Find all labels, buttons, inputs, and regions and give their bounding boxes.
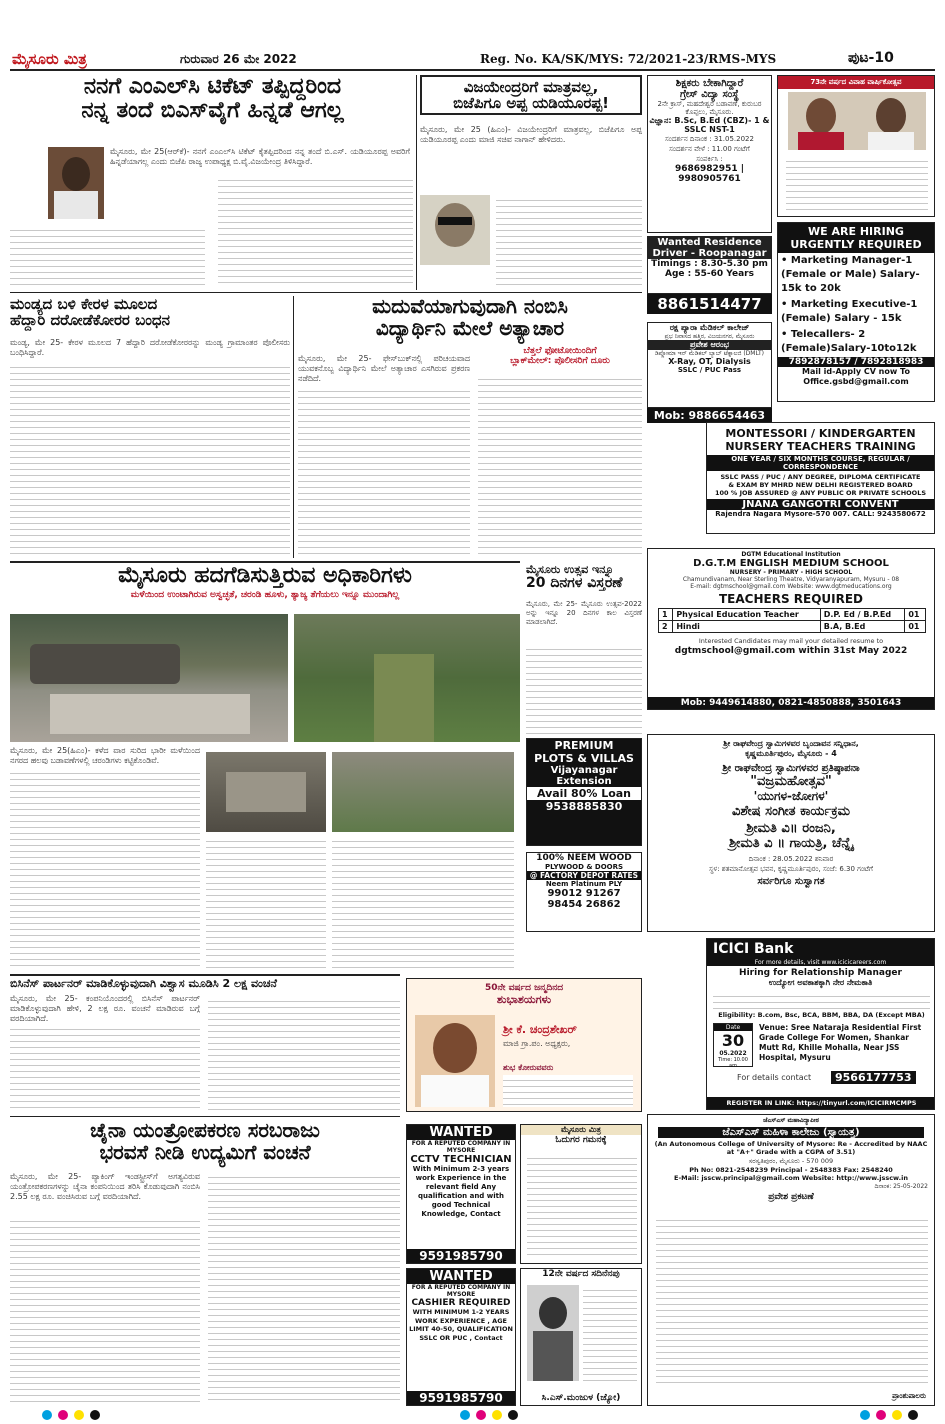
- table-row: [659, 621, 926, 633]
- ad-title: ಓದುಗರ ಗಮನಕ್ಕೆ: [555, 1135, 607, 1145]
- ad-email: E-Mail: jsscw.principal@gmail.com Website: http://www.jsscw.in: [674, 1174, 908, 1182]
- subheadline-line-2: ಬ್ಲಾಕ್‌ಮೇಲ್: ಪೊಲೀಸರಿಗೆ ದೂರು: [510, 356, 610, 366]
- ad-line: ಸಂದರ್ಶನ ವೇಳೆ : 11.00 ಗಂಟೆಗೆ: [669, 145, 750, 153]
- headline: ಬಿಸಿನೆಸ್ ಪಾರ್ಟನರ್ ಮಾಡಿಕೊಳ್ಳುವುದಾಗಿ ವಿಶ್ವಾಸ ಮೂಡಿಸಿ 2 ಲಕ್ಷ ವಂಚನೆ: [10, 977, 277, 990]
- headline-line-2: ವಿದ್ಯಾರ್ಥಿನಿ ಮೇಲೆ ಅತ್ಯಾಚಾರ: [375, 315, 565, 340]
- ad-time: Time: 10.00 am: [718, 1057, 748, 1069]
- column-rule: [293, 296, 294, 558]
- body-text-block: [206, 836, 326, 968]
- story-body: ಮೈಸೂರು, ಮೇ 25 (ಹಿಎಂ)- ವಿಜಯೇಂದ್ರರಿಗೆ ಮಾತ್ರವಲ್ಲ, ಬಿಜೆಪಿಗೂ ಅಪ್ಪ ಯಡಿಯೂರಪ್ಪ ಎಂದು ಮಾಜಿ ಸಚಿವ ನಾಗಾನ್ ಹೇಳಿದರು.: [420, 125, 642, 144]
- headline-line-2: 20 ದಿನಗಳ ವಿಸ್ತರಣೆ: [526, 574, 623, 591]
- story-drainage: [10, 564, 520, 972]
- ad-line: ಶ್ರೀ ರಾಘವೇಂದ್ರ ಸ್ವಾಮಿಗಳವರ ಬೃಂದಾವನ ಸನ್ನಿಧಾನ,: [723, 739, 859, 748]
- ad-title: ವಿಶೇಷ ಸಂಗೀತ ಕಾರ್ಯಕ್ರಮ: [732, 804, 850, 819]
- teachers-table: [658, 608, 926, 633]
- ad-phone: 7892878157 / 7892818983: [778, 357, 934, 367]
- story-business-fraud: [10, 978, 400, 1114]
- ad-name: ಶ್ರೀ ಕೆ. ಚಂದ್ರಶೇಖರ್: [503, 1023, 577, 1036]
- ad-note: Interested Candidates may mail your detailed resume to: [698, 637, 884, 645]
- ad-memorial: [520, 1268, 642, 1406]
- body-text-block: [208, 996, 400, 1110]
- drain-photo-3: [206, 752, 326, 832]
- ad-phone: 9566177753: [831, 1071, 916, 1084]
- ad-logo: ICICI Bank: [707, 939, 934, 959]
- story-mysore-utsav: [526, 564, 642, 734]
- ad-title: PLOTS & VILLAS: [534, 752, 634, 765]
- ad-line: ಮಾಜಿ ಗ್ರಾ.ಪಂ. ಅಧ್ಯಕ್ಷರು,: [503, 1039, 571, 1048]
- ad-notice-title: ಪ್ರವೇಶ ಪ್ರಕಟಣೆ: [768, 1192, 814, 1202]
- ad-hiring: [777, 222, 935, 402]
- ad-title: ಶುಭಾಶಯಗಳು: [496, 993, 552, 1006]
- story-body: ಮೈಸೂರು, ಮೇ 25- ಮೈಸೂರು ಉತ್ಸವ-2022 ಅನ್ನು ಇನ್ನೂ 20 ದಿನಗಳ ಕಾಲ ವಿಸ್ತರಣೆ ಮಾಡಲಾಗಿದೆ.: [526, 600, 642, 626]
- ad-dmlt-mobile: Mob: 9886654463: [647, 408, 772, 423]
- ad-line: FOR A REPUTED COMPANY IN MYSORE: [411, 1284, 511, 1298]
- ad-line: & EXAM BY MHRD NEW DELHI REGISTERED BOARD: [728, 481, 913, 489]
- ad-line: For details contact: [737, 1073, 812, 1082]
- ad-title: ಶಿಕ್ಷಕರು ಬೇಕಾಗಿದ್ದಾರೆ: [675, 78, 744, 89]
- couple-photo: [788, 92, 926, 150]
- body-text-block: [298, 386, 470, 554]
- ad-email: Mail id-Apply CV now To Office.gsbd@gmail.com: [802, 367, 910, 386]
- story-highway-robbers: [10, 296, 290, 558]
- table-cell: Hindi: [673, 621, 820, 633]
- story-student-assault: [298, 296, 642, 558]
- ad-strip: ONE YEAR / SIX MONTHS COURSE, REGULAR / CORRESPONDENCE: [707, 455, 934, 471]
- body-text-block: [10, 362, 290, 554]
- ad-line: ಪ್ರವೇಶ ಆರಂಭ: [648, 340, 771, 350]
- ad-phone: 9538885830: [545, 800, 623, 813]
- ad-title: WANTED: [407, 1269, 515, 1284]
- ad-premium-plots: [526, 738, 642, 846]
- story-body: ಮೈಸೂರು, ಮೇ 25- ಫೇಸ್‌ಬುಕ್‌ನಲ್ಲಿ ಪರಿಚಯವಾದ ಯುವಕನೊಬ್ಬ ವಿದ್ಯಾರ್ಥಿನಿ ಮೇಲೆ ಅತ್ಯಾಚಾರ ಎಸಗಿರುವ ಪ್ರಕರಣ ನಡೆದಿದೆ.: [298, 354, 470, 383]
- section-rule: [10, 1116, 400, 1117]
- ad-line: ಜೆಎಸ್‌ಎಸ್ ಮಹಾವಿದ್ಯಾಪೀಠ: [763, 1117, 819, 1124]
- headline: [10, 296, 290, 328]
- ad-date: 30: [721, 1031, 745, 1050]
- ad-line: ಶುಭ ಕೋರುವವರು: [503, 1063, 554, 1072]
- table-cell: 01: [905, 609, 926, 621]
- ad-title: Hiring for Relationship Manager: [739, 968, 902, 978]
- ad-jss-college: [647, 1114, 935, 1406]
- ad-anniversary: [777, 75, 935, 217]
- ad-accreditation: (An Autonomous College of University of Mysore: Re - Accredited by NAAC at "A+" Grade with a CGPA of 3.51): [654, 1140, 928, 1156]
- headline-line-1: ನನಗೆ ಎಂಎಲ್‌ಸಿ ಟಿಕೆಟ್ ತಪ್ಪಿದ್ದರಿಂದ: [83, 74, 342, 99]
- ad-title: ರಕ್ಷ ಪ್ಯಾರಾ ಮೆಡಿಕಲ್ ಕಾಲೇಜ್: [669, 323, 750, 332]
- table-cell: Physical Education Teacher: [673, 609, 820, 621]
- story-body: ಮೈಸೂರು, ಮೇ 25(ಹಿಎಂ)- ಕಳೆದ ವಾರ ಸುರಿದ ಭಾರೀ ಮಳೆಯಿಂದ ನಗರದ ಹಲವು ಬಡಾವಣೆಗಳಲ್ಲಿ ಚರಂಡಿಗಳು ಕಟ್ಟಿಕೊಂಡಿವೆ.: [10, 746, 200, 765]
- issue-date: ಗುರುವಾರ 26 ಮೇ 2022: [180, 52, 297, 66]
- headline-line-1: ಚೈನಾ ಯಂತ್ರೋಪಕರಣ ಸರಬರಾಜು: [90, 1118, 320, 1142]
- ad-text-block: [786, 156, 928, 212]
- print-color-marks: [0, 1408, 945, 1422]
- masthead-rule: [10, 69, 935, 71]
- ad-performer: ಶ್ರೀಮತಿ ವಿ ॥ ಗಾಯತ್ರಿ, ಚೆನ್ನೈ: [728, 836, 854, 851]
- story-yeddyurappa: [420, 75, 642, 290]
- headline-line-2: ಭರವಸೆ ನೀಡಿ ಉದ್ಯಮಿಗೆ ವಂಚನೆ: [99, 1139, 311, 1164]
- ad-title: CASHIER REQUIRED: [411, 1298, 511, 1308]
- table-cell: 1: [659, 609, 673, 621]
- ad-title: MONTESSORI / KINDERGARTEN: [725, 427, 916, 440]
- politician-photo: [420, 195, 490, 265]
- story-body: ಮೈಸೂರು, ಮೇ 25- ಪ್ಯಾಕಿಂಗ್ ಇಂಡಸ್ಟ್ರೀಸ್‌ಗೆ ಅಗತ್ಯವಿರುವ ಯಂತ್ರೋಪಕರಣಗಳನ್ನು ಚೈನಾ ಕಂಪನಿಯಿಂದ ತರಿಸಿ ಕೊಡುವುದಾಗಿ ನಂಬಿಸಿ 2.55 ಲಕ್ಷ ರೂ. ವಂಚಿಸಿರುವ ಬಗ್ಗೆ ವರದಿಯಾಗಿದೆ.: [10, 1172, 200, 1201]
- headline-line-1: ಮಂಡ್ಯದ ಬಳಿ ಕೇರಳ ಮೂಲದ: [10, 295, 158, 313]
- headline-line-2: ಹೆದ್ದಾರಿ ದರೋಡೆಕೋರರ ಬಂಧನ: [10, 311, 170, 330]
- table-cell: B.A, B.Ed: [820, 621, 905, 633]
- ad-readers-notice: [520, 1124, 642, 1264]
- ad-performer: ಶ್ರೀಮತಿ ವಿ॥ ರಂಜನಿ,: [746, 821, 836, 836]
- body-text-block: [526, 644, 642, 734]
- ad-address: Chamundivanam, Near Sterling Theatre, Vidyaranyapuram, Mysuru - 08: [682, 576, 900, 583]
- section-rule: [10, 974, 400, 976]
- table-cell: D.P. Ed / B.P.Ed: [820, 609, 905, 621]
- ad-title: D.G.T.M ENGLISH MEDIUM SCHOOL: [693, 558, 889, 569]
- headline: [298, 296, 642, 339]
- ad-dgtm-school: [647, 548, 935, 710]
- headline: [10, 1120, 400, 1163]
- ad-title: 'ಯುಗಳ-ಜೋಗಳ': [753, 789, 829, 803]
- ad-eligibility: Eligibility: B.com, Bsc, BCA, BBM, BBA, DA (Except MBA): [718, 1011, 925, 1019]
- registration-number: Reg. No. KA/SK/MYS: 72/2021-23/RMS-MYS: [480, 52, 777, 66]
- ad-text-block: [503, 1075, 633, 1107]
- subheadline: [478, 346, 642, 366]
- ad-name: JNANA GANGOTRI CONVENT: [707, 499, 934, 510]
- ad-raghavendra-event: [647, 734, 935, 932]
- headline-line-2: ಬಿಜೆಪಿಗೂ ಅಪ್ಪ ಯಡಿಯೂರಪ್ಪ!: [453, 94, 609, 113]
- ad-title: WANTED: [407, 1125, 515, 1140]
- ad-item: • Marketing Manager-1 (Female or Male) Salary-15k to 20k: [781, 255, 920, 294]
- ad-phone: 98454 26862: [547, 899, 621, 910]
- ad-line: ಡಿಪ್ಲೋಮಾ ಇನ್ ಮೆಡಿಕಲ್ ಲ್ಯಾಬ್ ಟೆಕ್ನಾಲಜಿ (DMLT): [655, 350, 764, 357]
- ad-phone: 9591985790: [407, 1249, 515, 1263]
- memorial-photo: [527, 1285, 579, 1381]
- ad-institution: DGTM Educational Institution: [741, 551, 841, 558]
- ad-title: "ವಜ್ರಮಹೋತ್ಸವ": [750, 774, 832, 789]
- ad-line: 2ನೇ ಕ್ರಾಸ್, ಮಹದೇಶ್ವರ ಬಡಾವಣೆ, ಕುರುಬರ ಕೊಪ್ಪಲು, ಮೈಸೂರು.: [657, 100, 762, 116]
- ad-neem-wood: [526, 852, 642, 932]
- body-text-block: [208, 1172, 400, 1404]
- ad-line: ಪ್ರಭ ನಿವಾಸದ ಹತ್ತಿರ, ವಿಜಯನಗರ, ಮೈಸೂರು: [664, 333, 755, 340]
- ad-line: PLYWOOD & DOORS: [544, 863, 624, 871]
- ad-requirement: TEACHERS REQUIRED: [718, 592, 864, 606]
- ad-signature: ಪ್ರಾಂಶುಪಾಲರು: [892, 1392, 926, 1400]
- story-body: ಮಂಡ್ಯ, ಮೇ 25- ಕೇರಳ ಮೂಲದ 7 ಹೆದ್ದಾರಿ ದರೋಡೆಕೋರರನ್ನು ಮಂಡ್ಯ ಗ್ರಾಮಾಂತರ ಪೊಲೀಸರು ಬಂಧಿಸಿದ್ದಾರೆ.: [10, 338, 290, 357]
- ad-title: 12ನೇ ವರ್ಷದ ಸದಿನೆನಪು: [542, 1269, 620, 1279]
- ad-line: 100 % JOB ASSURED @ ANY PUBLIC OR PRIVATE SCHOOLS: [714, 489, 927, 497]
- ad-title: NURSERY TEACHERS TRAINING: [725, 440, 916, 453]
- ad-email: E-mail: dgtmschool@gmail.com Website: www.dgtmeducations.org: [690, 583, 892, 590]
- table-row: [659, 609, 926, 621]
- ad-address: Rajendra Nagara Mysore-570 007. CALL: 9243580672: [715, 510, 926, 518]
- ad-line: ಶ್ರೀ ರಾಘವೇಂದ್ರ ಸ್ವಾಮಿಗಳವರ ಪ್ರತಿಷ್ಠಾಪನಾ: [722, 763, 860, 774]
- ad-driver-phone: 8861514477: [647, 294, 772, 314]
- story-mlc-ticket: [10, 75, 415, 290]
- ad-cctv-technician: [406, 1124, 516, 1264]
- ad-title: ಮೈಸೂರು ಮಿತ್ರ: [521, 1125, 641, 1135]
- ad-line: Timings : 8.30-5.30 pm: [651, 259, 768, 269]
- ad-line: Avail 80% Loan: [527, 787, 641, 800]
- ad-register-link[interactable]: REGISTER IN LINK: https://tinyurl.com/ICICIRMCMPS: [707, 1097, 935, 1109]
- story-body: ಮೈಸೂರು, ಮೇ 25(ಆರ್‌ಕೆ)- ನನಗೆ ಎಂಎಲ್‌ಸಿ ಟಿಕೆಟ್ ಕೈತಪ್ಪಿದರಿಂದ ನನ್ನ ತಂದೆ ಬಿ.ಎಸ್. ಯಡಿಯೂರಪ್ಪ ಅವರಿಗೆ ಹಿನ್ನಡೆಯಾಗಲ್ಲ ಎಂದು ಬಿಜೆಪಿ ರಾಜ್ಯ ಉಪಾಧ್ಯಕ್ಷ ಬಿ.ವೈ.ವಿಜಯೇಂದ್ರ ತಿಳಿಸಿದ್ದಾರೆ.: [110, 147, 410, 166]
- ad-address: ಸರಸ್ವತಿಪುರಂ, ಮೈಸೂರು - 570 009: [748, 1157, 834, 1165]
- subheadline-line-1: ಬೆತ್ತಲೆ ಫೋಟೋಯಿಂದಿಗೆ: [523, 346, 597, 356]
- headline-line-1: ಮದುವೆಯಾಗುವುದಾಗಿ ನಂಬಿಸಿ: [372, 294, 568, 318]
- ad-date: ದಿನಾಂಕ: 25-05-2022: [874, 1183, 928, 1190]
- ad-line: FOR A REPUTED COMPANY IN MYSORE: [411, 1140, 511, 1154]
- ad-birthday: [406, 978, 642, 1112]
- headline: [420, 75, 642, 115]
- ad-note: dgtmschool@gmail.com within 31st May 2022: [674, 646, 908, 656]
- ad-line: ಸಂದರ್ಶನ ದಿನಾಂಕ : 31.05.2022: [665, 135, 754, 143]
- ad-line: ಕೃಷ್ಣಮೂರ್ತಿಪುರಂ, ಮೈಸೂರು - 4: [745, 749, 837, 758]
- column-rule: [416, 75, 417, 290]
- headline-line-2: ನನ್ನ ತಂದೆ ಬಿಎಸ್‌ವೈಗೆ ಹಿನ್ನಡೆ ಆಗಲ್ಲ: [81, 97, 344, 123]
- ad-line: NURSERY - PRIMARY - HIGH SCHOOL: [729, 569, 853, 576]
- ad-dmlt: [647, 322, 772, 408]
- body-text-block: [478, 374, 642, 554]
- headline: [10, 75, 415, 123]
- story-body: ಮೈಸೂರು, ಮೇ 25- ಕಂಪನಿಯೊಂದರಲ್ಲಿ ಬಿಸಿನೆಸ್ ಪಾರ್ಟನರ್ ಮಾಡಿಕೊಳ್ಳುವುದಾಗಿ ಹೇಳಿ, 2 ಲಕ್ಷ ರೂ. ವಂಚನೆ ಮಾಡಿರುವ ಬಗ್ಗೆ ವರದಿಯಾಗಿದೆ.: [10, 994, 200, 1023]
- drain-photo-2: [294, 614, 520, 742]
- newspaper-logo: ಮೈಸೂರು ಮಿತ್ರ: [12, 50, 87, 68]
- body-text-block: [10, 768, 200, 968]
- drain-photo-1: [10, 614, 288, 742]
- ad-title: CCTV TECHNICIAN: [410, 1154, 512, 1165]
- ad-montessori: [706, 422, 935, 534]
- ad-school: ಗ್ರೇಸ್ ವಿದ್ಯಾ ಸಂಸ್ಥೆ: [680, 89, 739, 100]
- ad-venue: Venue: Sree Nataraja Residential First Grade College For Women, Shankar Mutt Rd, Khille Mohalla, Near JSS Hospital, Mysuru: [759, 1023, 922, 1062]
- ad-date-box: [713, 1023, 753, 1067]
- body-text-block: [218, 175, 413, 287]
- ad-title: 50ನೇ ವರ್ಷದ ಜನ್ಮದಿನದ: [484, 983, 564, 993]
- ad-line: @ FACTORY DEPOT RATES: [527, 871, 641, 880]
- story-china-machinery: [10, 1120, 400, 1406]
- ad-title: URGENTLY REQUIRED: [778, 238, 934, 253]
- ad-mobile: Mob: 9449614880, 0821-4850888, 3501643: [648, 697, 934, 709]
- ad-title: Wanted Residence: [648, 237, 771, 248]
- headline-line-1: ವಿಜಯೇಂದ್ರರಿಗೆ ಮಾತ್ರವಲ್ಲ,: [463, 78, 599, 96]
- drain-photo-4: [332, 752, 514, 832]
- ad-date: ದಿನಾಂಕ : 28.05.2022 ಶನಿವಾರ: [748, 855, 834, 863]
- ad-line: Vijayanagar: [550, 765, 618, 776]
- body-text-block: [496, 195, 642, 287]
- ad-line: For more details, visit www.icicicareers.com: [707, 959, 934, 966]
- ad-name: ಸಿ.ಎಸ್.ಮಂಜುಳ (ಜ್ಯೋ): [541, 1393, 621, 1403]
- ad-line: Extension: [556, 776, 612, 787]
- ad-text-block: [713, 991, 930, 1009]
- ad-cashier: [406, 1268, 516, 1406]
- ad-line: ಸರ್ವರಿಗೂ ಸುಸ್ವಾಗತ: [757, 876, 825, 887]
- ad-teachers-wanted: [647, 75, 772, 233]
- ad-phone: Ph No: 0821-2548239 Principal - 2548383 Fax: 2548240: [689, 1166, 893, 1174]
- ad-phone: 99012 91267: [547, 888, 621, 899]
- ad-title: 73ನೇ ವರ್ಷದ ವಿವಾಹ ವಾರ್ಷಿಕೋತ್ಸವ: [778, 76, 934, 89]
- ad-line: Age : 55-60 Years: [665, 269, 754, 279]
- ad-line: SSLC PASS / PUC / ANY DEGREE, DIPLOMA CERTIFICATE: [720, 473, 921, 481]
- ad-title: Driver - Roopanagar: [648, 248, 771, 259]
- table-cell: 01: [905, 621, 926, 633]
- ad-phone: 9591985790: [407, 1391, 515, 1405]
- page-number: ಪುಟ-10: [848, 50, 894, 66]
- ad-description: WITH MINIMUM 1-2 YEARS WORK EXPERIENCE , AGE LIMIT 40-50, QUALIFICATION SSLC OR PUC , Contact: [409, 1308, 513, 1342]
- body-text-block: [10, 1216, 200, 1404]
- ad-description: With Minimum 2-3 years work Experience in the relevant field Any qualification and with good Technical Knowledge, Contact: [412, 1165, 510, 1218]
- ad-month: 05.2022: [719, 1050, 747, 1057]
- ad-line: ಸಂಪರ್ಕಿಸಿ :: [696, 155, 723, 163]
- body-text-block: [332, 836, 514, 968]
- subheadline: ಮಳೆಯಿಂದ ಉಂಟಾಗಿರುವ ಅಸ್ವಚ್ಛತೆ, ಚರಂಡಿ ಹೂಳು, ತ್ಯಾಜ್ಯ ತೆಗೆಯಲು ಇನ್ನೂ ಮುಂದಾಗಿಲ್ಲ: [130, 589, 400, 600]
- ad-phone: 9686982951 | 9980905761: [674, 164, 745, 184]
- ad-title: PREMIUM: [554, 739, 614, 752]
- headline: [526, 564, 642, 591]
- headline: ಮೈಸೂರು ಹದಗೆಡಿಸುತ್ತಿರುವ ಅಧಿಕಾರಿಗಳು: [118, 563, 412, 588]
- ad-text-block: [583, 1285, 637, 1381]
- ad-line: SSLC / PUC Pass: [677, 366, 742, 374]
- ad-title: 100% NEEM WOOD: [536, 853, 632, 863]
- ad-line: ಉದ್ಯೋಗ ಅವಕಾಶಕ್ಕಾಗಿ ನೇರ ನೇಮಕಾತಿ: [768, 978, 873, 987]
- body-text-block: [10, 225, 205, 287]
- ad-line: ವಿಜ್ಞಾನ: B.Sc, B.Ed (CBZ)- 1 & SSLC NST-1: [649, 116, 770, 134]
- section-rule: [10, 292, 642, 293]
- ad-title: ಜೆಎಸ್‌ಎಸ್ ಮಹಿಳಾ ಕಾಲೇಜು (ಸ್ವಾಯತ್ತ): [658, 1127, 924, 1138]
- ad-text-block: [527, 1153, 637, 1259]
- ad-line: Neem Platinum PLY: [545, 880, 623, 888]
- reporter-photo: [48, 147, 104, 219]
- masthead: [0, 0, 945, 70]
- ad-icici-bank: [706, 938, 935, 1110]
- ad-item: • Telecallers- 2 (Female)Salary-10to12k: [781, 329, 917, 354]
- ad-venue: ಸ್ಥಳ: ಶತಮಾನೋತ್ಸವ ಭವನ, ಕೃಷ್ಣಮೂರ್ತಿಪುರಂ, ಸಂಜೆ: 6.30 ಗಂಟೆಗೆ: [709, 865, 873, 873]
- ad-text-block: [656, 1215, 928, 1383]
- ad-title: WE ARE HIRING: [778, 223, 934, 238]
- ad-date-label: Date: [714, 1024, 752, 1031]
- body-text-block: [10, 1024, 200, 1110]
- table-cell: 2: [659, 621, 673, 633]
- ad-line: X-Ray, OT, Dialysis: [668, 357, 751, 366]
- ad-driver-wanted: [647, 236, 772, 294]
- ad-item: • Marketing Executive-1 (Female) Salary - 15k: [781, 299, 918, 324]
- birthday-person-photo: [415, 1015, 495, 1107]
- headline-line-1: ಮೈಸೂರು ಉತ್ಸವ ಇನ್ನೂ: [526, 563, 614, 576]
